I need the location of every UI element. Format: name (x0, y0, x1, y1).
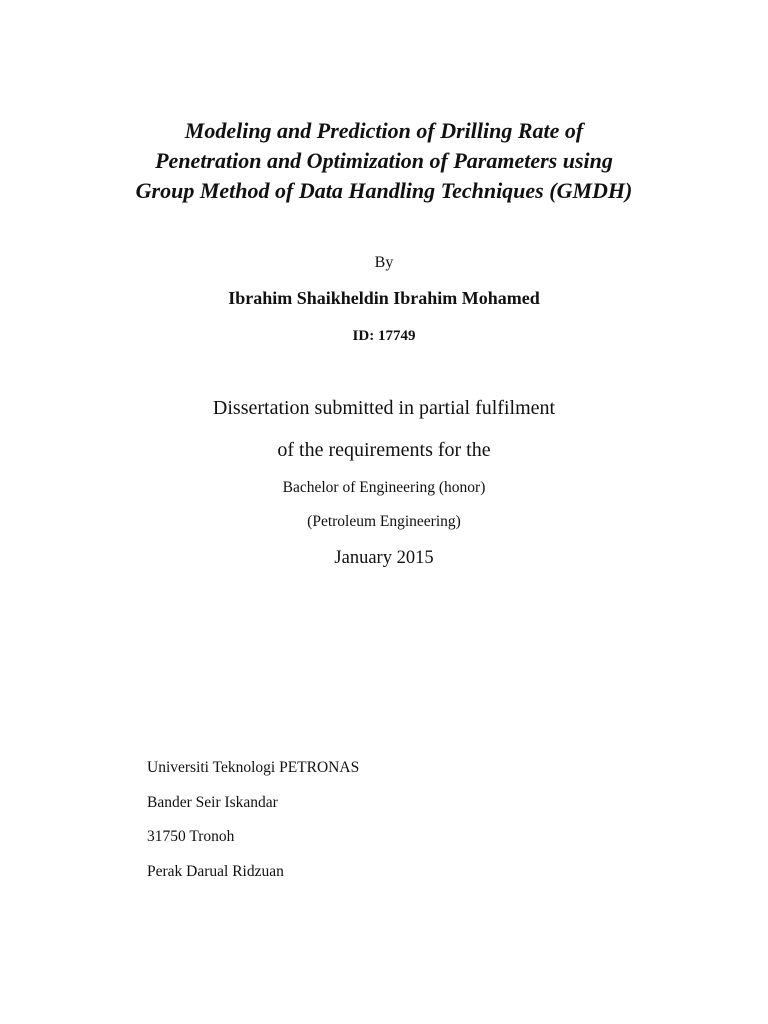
dissertation-statement-line-2: of the requirements for the (277, 439, 491, 461)
author-name: Ibrahim Shaikheldin Ibrahim Mohamed (228, 288, 540, 308)
thesis-title (0, 116, 768, 206)
program-name: (Petroleum Engineering) (307, 513, 461, 530)
address-line: 31750 Tronoh (147, 828, 235, 845)
degree-name: Bachelor of Engineering (honor) (282, 479, 486, 496)
university-address (147, 758, 547, 896)
address-line: Universiti Teknologi PETRONAS (147, 759, 360, 776)
by-label: By (374, 254, 394, 271)
title-line: Modeling and Prediction of Drilling Rate of (184, 118, 584, 143)
submission-date: January 2015 (334, 548, 434, 568)
student-id: ID: 17749 (352, 328, 416, 344)
dissertation-statement-line-1: Dissertation submitted in partial fulfilment (212, 397, 556, 419)
title-line: Penetration and Optimization of Parameters using (155, 148, 613, 173)
address-line: Bander Seir Iskandar (147, 793, 278, 811)
title-line: Group Method of Data Handling Techniques (GMDH) (135, 178, 633, 203)
address-line: Perak Darual Ridzuan (147, 862, 284, 880)
